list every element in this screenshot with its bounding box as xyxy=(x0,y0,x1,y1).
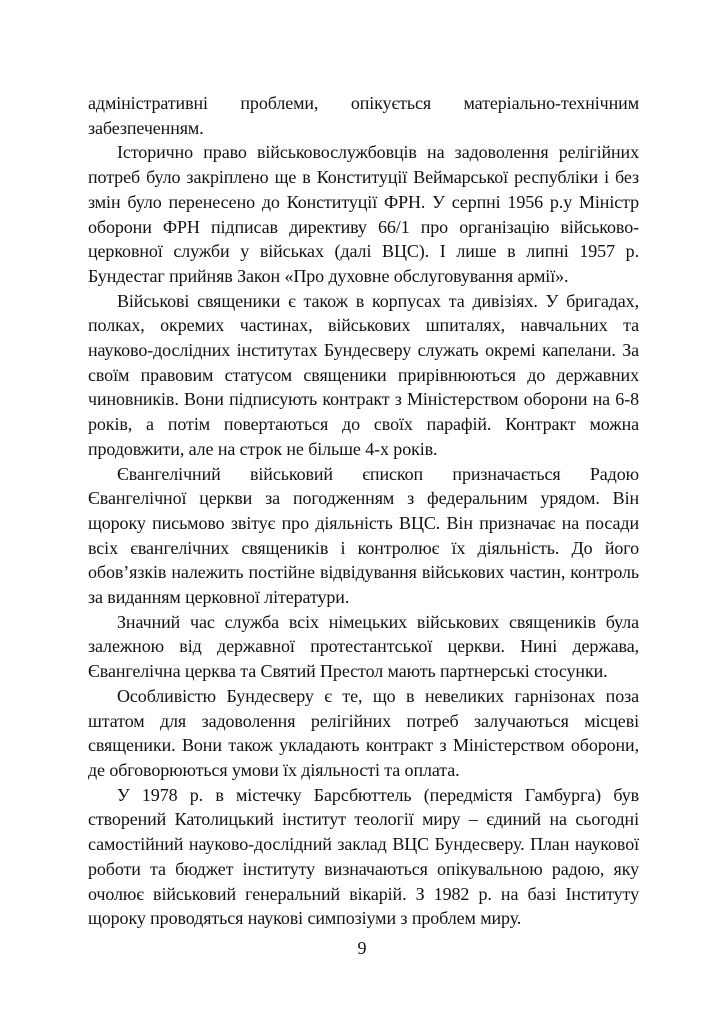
page-number: 9 xyxy=(357,938,367,958)
paragraph-peace-institute: У 1978 р. в містечку Барсбюттель (передмістя Гамбурга) був створений Католицький інститут теології миру – єдиний на сьогодні самостійний науково-дослідний заклад ВЦС Бундесверу. План наукової роботи та бюджет інституту визначаються опікувальною радою, яку очолює військовий генеральний вікарій. З 1982 р. на базі Інституту щороку проводяться наукові симпозіуми з проблем миру. xyxy=(88,784,639,929)
paragraph-garrison-priests: Особливістю Бундесверу є те, що в невеликих гарнізонах поза штатом для задоволення релігійних потреб залучаються місцеві священики. Вони також укладають контракт з Міністерством оборони, де обговорюються умови їх діяльності та оплата. xyxy=(88,685,639,780)
paragraph-constitution-history: Історично право військовослужбовців на задоволення релігійних потреб було закріплено ще в Конституції Веймарської республіки і без змін було перенесено до Конституції ФРН. У серпні 1956 р.у Міністр оборони ФРН підписав директиву 66/1 про організацію військово-церковної служби у військах (далі ВЦС). І лише в липні 1957 р. Бундестаг прийняв Закон «Про духовне обслуговування армії». xyxy=(88,142,639,286)
paragraph-military-priests: Військові священики є також в корпусах та дивізіях. У бригадах, полках, окремих частинах, військових шпиталях, навчальних та науково-дослідних інститутах Бундесверу служать окремі капелани. За своїм правовим статусом священики прирівнюються до державних чиновників. Вони підписують контракт з Міністерством оборони на 6-8 років, а потім повертаються до своїх парафій. Контракт можна продовжити, але на строк не більше 4-х років. xyxy=(88,290,639,459)
page-body xyxy=(88,91,639,931)
paragraph-continuation: адміністративні проблеми, опікується матеріально-технічним забезпеченням. xyxy=(88,93,639,138)
paragraph-state-church-relations: Значний час служба всіх німецьких військових священиків була залежною від державної протестантської церкви. Нині держава, Євангелічна церква та Святий Престол мають партнерські стосунки. xyxy=(88,611,639,682)
paragraph-evangelical-bishop: Євангелічний військовий єпископ призначається Радою Євангелічної церкви за погодженням з федеральним урядом. Він щороку письмово звітує про діяльність ВЦС. Він призначає на посади всіх євангелічних священиків і контролює їх діяльність. До його обов’язків належить постійне відвідування військових частин, контроль за виданням церковної літератури. xyxy=(88,463,639,608)
